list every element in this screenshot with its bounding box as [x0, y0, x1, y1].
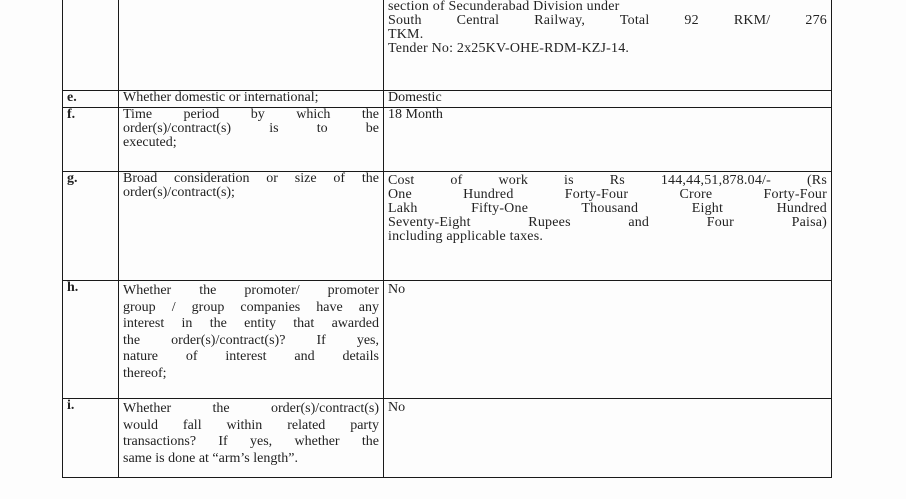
row-label-cell [63, 281, 119, 399]
table-row-f [63, 108, 832, 172]
row-label-cell [63, 399, 119, 478]
answer-text: Domestic [388, 90, 442, 105]
question-line: same is done at “arm’s length”. [123, 450, 298, 466]
table-row-i [63, 399, 832, 478]
question-cell [119, 91, 384, 108]
question-line: Broad consideration or size of the [123, 171, 379, 186]
answer-cell [384, 108, 832, 172]
row-label-cell [63, 91, 119, 108]
answer-line: Tender No: 2x25KV-OHE-RDM-KZJ-14. [388, 41, 630, 56]
answer-cell [384, 172, 832, 281]
question-line: transactions? If yes, whether the [123, 434, 379, 449]
question-line: order(s)/contract(s) is to be [123, 121, 379, 136]
answer-text: No [388, 282, 406, 297]
answer-cell [384, 0, 832, 91]
answer-line: including applicable taxes. [388, 229, 544, 244]
question-line: order(s)/contract(s); [123, 185, 235, 200]
answer-line: Cost of work is Rs 144,44,51,878.04/- (Rs [388, 173, 827, 188]
question-cell [119, 172, 384, 281]
question-line: group / group companies have any [123, 299, 379, 315]
question-cell [119, 399, 384, 478]
row-label-cell [63, 108, 119, 172]
question-line: would fall within related party [123, 417, 379, 433]
question-line: Time period by which the [123, 107, 379, 122]
answer-line: Seventy-Eight Rupees and Four Paisa) [388, 215, 827, 230]
disclosure-table [62, 0, 832, 478]
answer-line: South Central Railway, Total 92 RKM/ 276 [388, 13, 827, 28]
answer-line: section of Secunderabad Division under [388, 0, 620, 14]
table-row-h [63, 281, 832, 399]
question-line: executed; [123, 135, 177, 150]
table-row-g [63, 172, 832, 281]
row-label: e. [67, 90, 77, 105]
answer-cell [384, 399, 832, 478]
question-cell [119, 0, 384, 91]
question-line: nature of interest and details [123, 349, 379, 364]
row-label: g. [67, 171, 78, 186]
row-label: f. [67, 107, 76, 122]
answer-cell [384, 281, 832, 399]
question-line: Whether the promoter/ promoter [123, 283, 379, 298]
answer-text: No [388, 400, 406, 415]
question-cell [119, 108, 384, 172]
answer-text: 18 Month [388, 107, 443, 122]
question-text: Whether domestic or international; [123, 90, 319, 105]
table-row-d [63, 0, 832, 91]
answer-line: TKM. [388, 27, 424, 42]
row-label-cell [63, 0, 119, 91]
question-line: thereof; [123, 365, 167, 381]
question-line: Whether the order(s)/contract(s) [123, 401, 379, 416]
answer-line: One Hundred Forty-Four Crore Forty-Four [388, 187, 827, 202]
answer-cell [384, 91, 832, 108]
table-row-e [63, 91, 832, 108]
answer-line: Lakh Fifty-One Thousand Eight Hundred [388, 201, 827, 216]
row-label-cell [63, 172, 119, 281]
question-cell [119, 281, 384, 399]
question-line: interest in the entity that awarded [123, 316, 379, 331]
row-label: h. [67, 280, 79, 295]
row-label: i. [67, 398, 75, 413]
question-line: the order(s)/contract(s)? If yes, [123, 332, 379, 348]
